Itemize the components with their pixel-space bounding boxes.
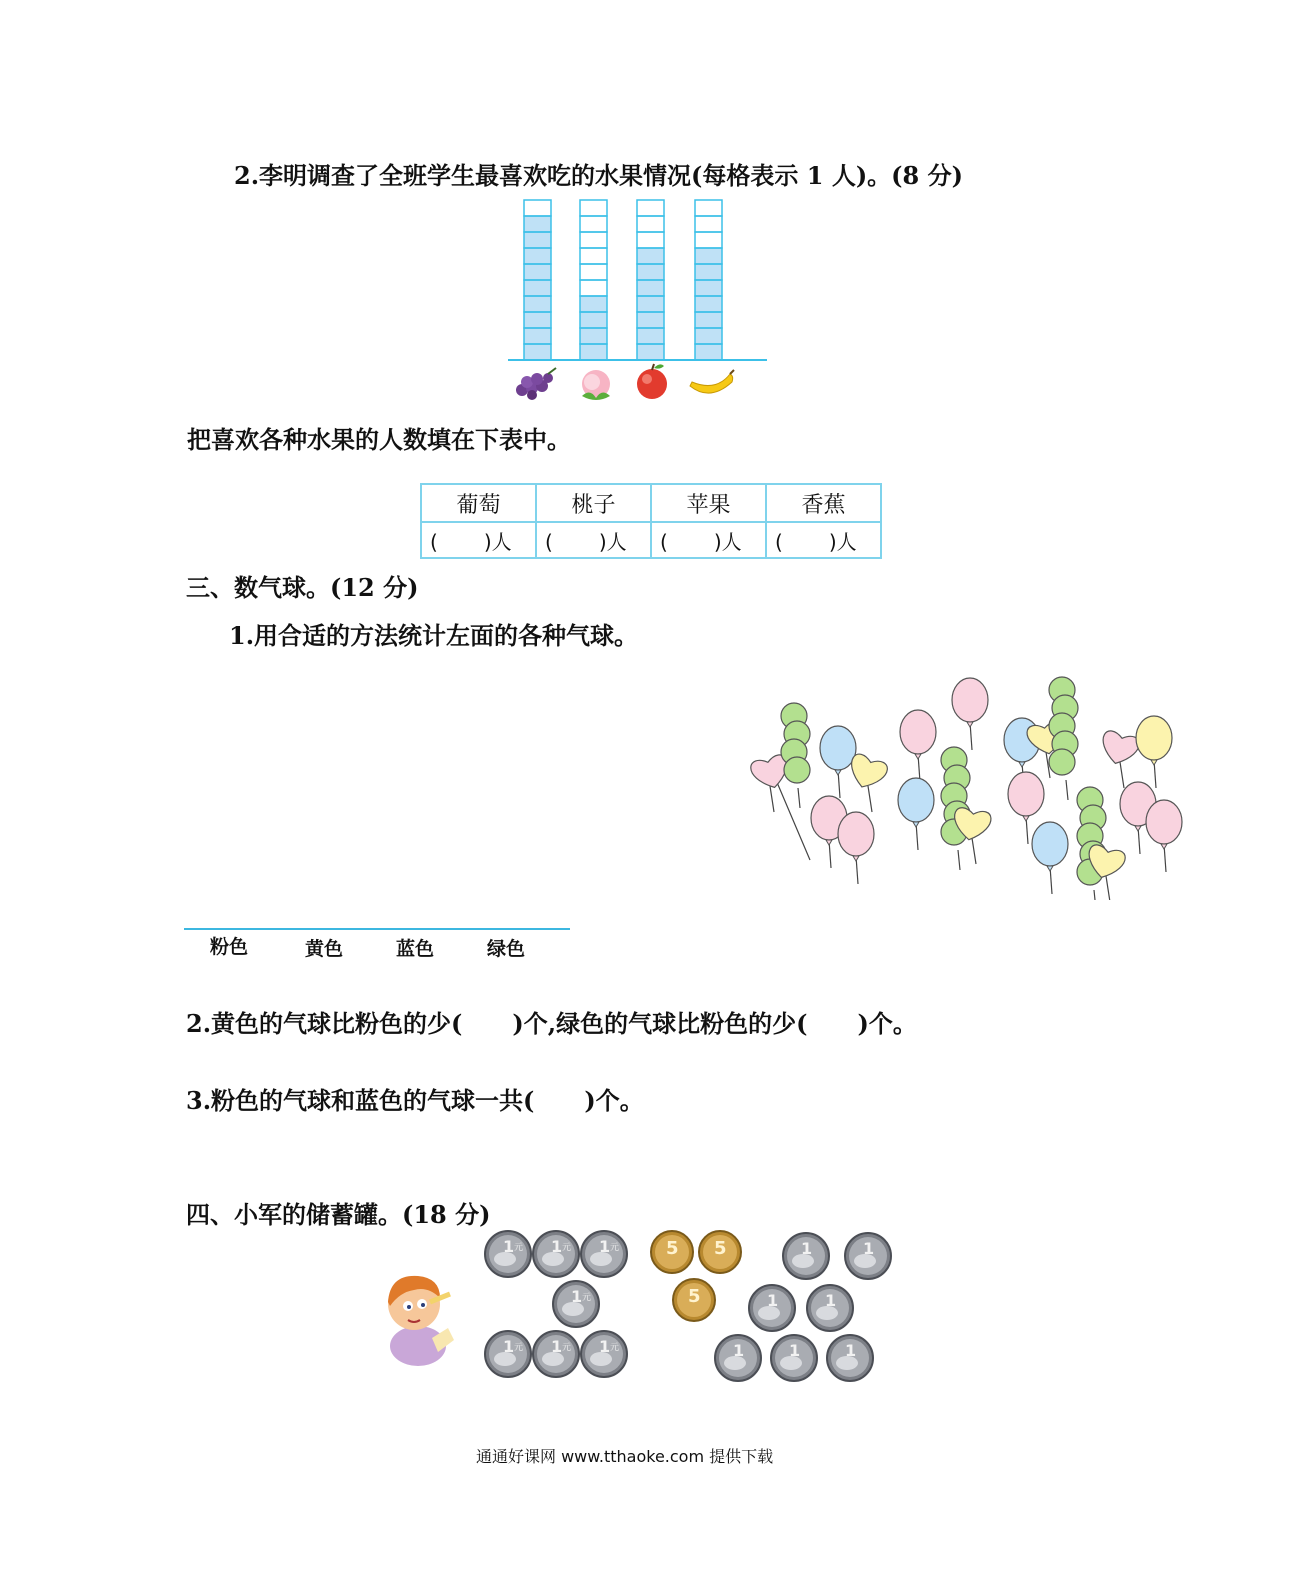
svg-text:元: 元 [562, 1343, 572, 1353]
answer-cell-peach[interactable]: ( )人 [536, 522, 651, 558]
tally-baseline [184, 928, 570, 930]
apple-icon [637, 364, 667, 399]
svg-text:1: 1 [863, 1239, 875, 1258]
svg-text:元: 元 [610, 1243, 620, 1253]
svg-text:1: 1 [767, 1291, 779, 1310]
svg-text:1: 1 [503, 1337, 515, 1356]
bar-banana [695, 200, 722, 360]
one-yuan-coin [485, 1231, 531, 1277]
label-blue: 蓝色 [396, 938, 435, 960]
balloon-picture [740, 670, 1200, 900]
blue-balloon [1032, 822, 1068, 871]
bar-apple [637, 200, 664, 360]
one-jiao-coin [845, 1233, 891, 1279]
svg-text:1: 1 [599, 1237, 611, 1256]
svg-text:1: 1 [801, 1239, 813, 1258]
bar-peach [580, 200, 607, 360]
pink-balloon [900, 710, 936, 759]
blue-balloon [820, 726, 856, 775]
svg-text:1: 1 [551, 1237, 563, 1256]
one-yuan-coin [485, 1331, 531, 1377]
section-4-title: 四、小军的储蓄罐。(18 分) [186, 1200, 491, 1229]
one-yuan-coin [581, 1231, 627, 1277]
bar-grape [524, 200, 551, 360]
boy-thinking-icon [378, 1268, 468, 1368]
fruit-icons-row [510, 362, 750, 406]
pink-balloon [838, 812, 874, 861]
pink-balloon [1008, 772, 1044, 821]
svg-text:1: 1 [733, 1341, 745, 1360]
green-stack-balloon [1049, 677, 1078, 775]
one-yuan-coin [533, 1231, 579, 1277]
svg-text:元: 元 [514, 1343, 524, 1353]
one-jiao-coin [807, 1285, 853, 1331]
svg-text:1: 1 [845, 1341, 857, 1360]
pink-balloon [952, 678, 988, 727]
svg-text:元: 元 [610, 1343, 620, 1353]
section-3-title: 三、数气球。(12 分) [186, 573, 419, 602]
svg-text:1: 1 [789, 1341, 801, 1360]
green-stack-balloon [781, 703, 810, 783]
answer-cell-grape[interactable]: ( )人 [421, 522, 536, 558]
one-yuan-coin [533, 1331, 579, 1377]
one-jiao-coin [827, 1335, 873, 1381]
svg-text:元: 元 [562, 1243, 572, 1253]
section-3-question-2: 2.黄色的气球比粉色的少( )个,绿色的气球比粉色的少( )个。 [186, 1009, 917, 1038]
svg-text:1: 1 [571, 1287, 583, 1306]
pink-balloon [1146, 800, 1182, 849]
answer-cell-apple[interactable]: ( )人 [651, 522, 766, 558]
svg-text:1: 1 [825, 1291, 837, 1310]
svg-text:5: 5 [666, 1238, 679, 1259]
one-yuan-coin [581, 1331, 627, 1377]
svg-text:元: 元 [582, 1293, 592, 1303]
question-2-title: 2.李明调查了全班学生最喜欢吃的水果情况(每格表示 1 人)。(8 分) [234, 161, 963, 190]
svg-text:5: 5 [714, 1238, 727, 1259]
five-jiao-coin [699, 1231, 741, 1273]
label-pink: 粉色 [210, 936, 249, 958]
grape-icon [516, 368, 556, 400]
one-jiao-coin [749, 1285, 795, 1331]
table-header: 香蕉 [766, 484, 881, 522]
five-jiao-coin [651, 1231, 693, 1273]
one-jiao-coin [771, 1335, 817, 1381]
section-3-question-1: 1.用合适的方法统计左面的各种气球。 [229, 621, 639, 650]
answer-cell-banana[interactable]: ( )人 [766, 522, 881, 558]
footer-text: 通通好课网 www.tthaoke.com 提供下载 [476, 1447, 774, 1466]
pink-heart-balloon [1098, 729, 1141, 768]
svg-text:5: 5 [688, 1286, 701, 1307]
yellow-balloon [1136, 716, 1172, 765]
coins-group [480, 1228, 900, 1388]
banana-icon [690, 370, 734, 393]
one-yuan-coin [553, 1281, 599, 1327]
fruit-count-table [420, 483, 882, 559]
table-header: 苹果 [651, 484, 766, 522]
fill-table-instruction: 把喜欢各种水果的人数填在下表中。 [187, 425, 571, 454]
one-jiao-coin [715, 1335, 761, 1381]
svg-text:元: 元 [514, 1243, 524, 1253]
peach-icon [582, 370, 610, 400]
five-jiao-coin [673, 1279, 715, 1321]
label-yellow: 黄色 [305, 938, 344, 960]
table-header: 葡萄 [421, 484, 536, 522]
svg-text:1: 1 [503, 1237, 515, 1256]
section-3-question-3: 3.粉色的气球和蓝色的气球一共( )个。 [186, 1086, 644, 1115]
one-jiao-coin [783, 1233, 829, 1279]
blue-balloon [898, 778, 934, 827]
table-header: 桃子 [536, 484, 651, 522]
svg-text:1: 1 [551, 1337, 563, 1356]
svg-text:1: 1 [599, 1337, 611, 1356]
label-green: 绿色 [487, 938, 526, 960]
